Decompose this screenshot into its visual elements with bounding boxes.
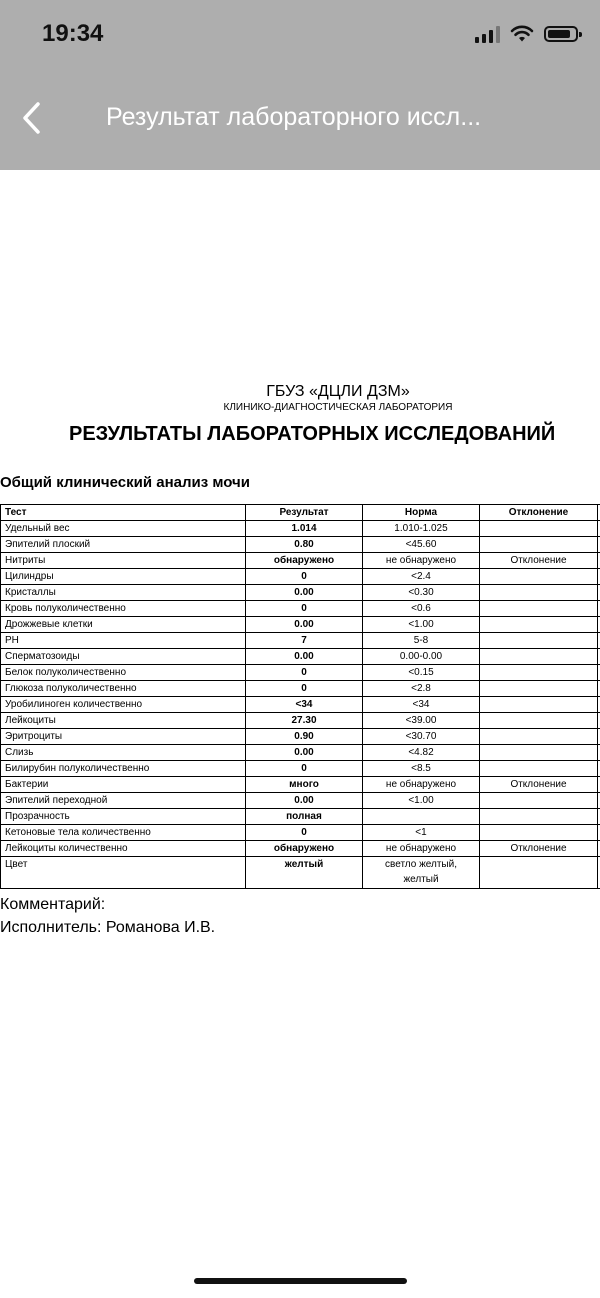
cell-test: Глюкоза полуколичественно: [1, 681, 246, 697]
cell-norm: <1.00: [363, 617, 480, 633]
cell-norm: <2.4: [363, 569, 480, 585]
table-row: [1, 745, 600, 761]
status-time: 19:34: [42, 20, 104, 47]
table-row: [1, 777, 600, 793]
cell-norm: <4.82: [363, 745, 480, 761]
header-test: Тест: [1, 505, 246, 521]
cell-deviation: Отклонение: [480, 777, 598, 793]
cell-result: 0.90: [246, 729, 363, 745]
cell-norm: <2.8: [363, 681, 480, 697]
cell-norm: <8.5: [363, 761, 480, 777]
cell-deviation: [480, 793, 598, 809]
section-title: Общий клинический анализ мочи: [0, 474, 250, 491]
home-indicator[interactable]: [194, 1278, 407, 1284]
wifi-icon: [510, 25, 534, 43]
table-row: [1, 617, 600, 633]
cell-deviation: [480, 761, 598, 777]
cell-result: 0: [246, 681, 363, 697]
cell-test: Билирубин полуколичественно: [1, 761, 246, 777]
cell-test: Бактерии: [1, 777, 246, 793]
table-row: [1, 697, 600, 713]
table-row: [1, 665, 600, 681]
cell-norm: не обнаружено: [363, 553, 480, 569]
cell-deviation: [480, 697, 598, 713]
table-row: [1, 521, 600, 537]
results-table: [0, 504, 600, 889]
cell-norm: не обнаружено: [363, 777, 480, 793]
header-deviation: Отклонение: [480, 505, 598, 521]
organization-name: ГБУЗ «ДЦЛИ ДЗМ»: [266, 383, 410, 400]
cell-deviation: Отклонение: [480, 553, 598, 569]
cell-norm: <34: [363, 697, 480, 713]
cell-deviation: [480, 569, 598, 585]
cell-test: Сперматозоиды: [1, 649, 246, 665]
cell-deviation: [480, 601, 598, 617]
cell-test: Цилиндры: [1, 569, 246, 585]
cell-test: Белок полуколичественно: [1, 665, 246, 681]
cell-deviation: [480, 649, 598, 665]
nav-title: Результат лабораторного иссл...: [106, 103, 482, 131]
cell-result: <34: [246, 697, 363, 713]
table-row: [1, 793, 600, 809]
cell-test: Уробилиноген количественно: [1, 697, 246, 713]
cell-result: обнаружено: [246, 553, 363, 569]
cell-norm: 0.00-0.00: [363, 649, 480, 665]
cell-result: 27.30: [246, 713, 363, 729]
cell-test: Прозрачность: [1, 809, 246, 825]
cell-test: Эпителий переходной: [1, 793, 246, 809]
cell-deviation: [480, 857, 598, 889]
cell-result: 0.00: [246, 585, 363, 601]
cell-result: полная: [246, 809, 363, 825]
cell-deviation: [480, 521, 598, 537]
cell-norm: <0.15: [363, 665, 480, 681]
battery-icon: [544, 26, 578, 42]
cell-test: Цвет: [1, 857, 246, 889]
cell-test: Эритроциты: [1, 729, 246, 745]
header-norm: Норма: [363, 505, 480, 521]
cell-norm: <1.00: [363, 793, 480, 809]
cell-norm: <1: [363, 825, 480, 841]
cell-test: Кетоновые тела количественно: [1, 825, 246, 841]
cell-deviation: [480, 745, 598, 761]
table-row: [1, 649, 600, 665]
laboratory-name: КЛИНИКО-ДИАГНОСТИЧЕСКАЯ ЛАБОРАТОРИЯ: [223, 402, 453, 413]
cell-result: 0.00: [246, 793, 363, 809]
cell-result: 0: [246, 601, 363, 617]
cell-deviation: [480, 681, 598, 697]
cell-deviation: [480, 713, 598, 729]
cell-result: 0.80: [246, 537, 363, 553]
executor-line: Исполнитель: Романова И.В.: [0, 919, 216, 936]
cell-deviation: [480, 825, 598, 841]
table-row: [1, 585, 600, 601]
cell-test: Удельный вес: [1, 521, 246, 537]
cell-result: 0: [246, 761, 363, 777]
cellular-signal-icon: [475, 25, 500, 43]
table-row: [1, 601, 600, 617]
cell-norm: 1.010-1.025: [363, 521, 480, 537]
cell-test: Слизь: [1, 745, 246, 761]
table-row: [1, 569, 600, 585]
cell-deviation: Отклонение: [480, 841, 598, 857]
cell-test: Лейкоциты количественно: [1, 841, 246, 857]
report-title: РЕЗУЛЬТАТЫ ЛАБОРАТОРНЫХ ИССЛЕДОВАНИЙ: [69, 423, 556, 445]
status-icons: [475, 25, 578, 43]
table-row: [1, 809, 600, 825]
cell-test: Лейкоциты: [1, 713, 246, 729]
cell-norm: 5-8: [363, 633, 480, 649]
cell-deviation: [480, 809, 598, 825]
cell-norm: <45.60: [363, 537, 480, 553]
table-row: [1, 633, 600, 649]
cell-norm: <30.70: [363, 729, 480, 745]
cell-result: 0: [246, 569, 363, 585]
table-row: [1, 537, 600, 553]
table-row: [1, 857, 600, 889]
cell-result: обнаружено: [246, 841, 363, 857]
cell-norm: светло желтый, желтый: [363, 857, 480, 889]
table-row: [1, 713, 600, 729]
cell-result: 0: [246, 825, 363, 841]
cell-result: 0: [246, 665, 363, 681]
cell-result: желтый: [246, 857, 363, 889]
cell-result: 7: [246, 633, 363, 649]
cell-deviation: [480, 665, 598, 681]
cell-norm: не обнаружено: [363, 841, 480, 857]
cell-deviation: [480, 537, 598, 553]
header-result: Результат: [246, 505, 363, 521]
table-header-row: [1, 505, 600, 521]
cell-result: 0.00: [246, 745, 363, 761]
cell-test: PH: [1, 633, 246, 649]
comment-label: Комментарий:: [0, 896, 106, 913]
cell-test: Дрожжевые клетки: [1, 617, 246, 633]
table-row: [1, 761, 600, 777]
document-view[interactable]: [0, 170, 600, 1270]
cell-result: 1.014: [246, 521, 363, 537]
table-row: [1, 729, 600, 745]
cell-deviation: [480, 617, 598, 633]
cell-test: Кристаллы: [1, 585, 246, 601]
table-row: [1, 681, 600, 697]
cell-test: Нитриты: [1, 553, 246, 569]
cell-deviation: [480, 633, 598, 649]
cell-norm: [363, 809, 480, 825]
table-row: [1, 553, 600, 569]
cell-deviation: [480, 729, 598, 745]
back-chevron-icon[interactable]: [18, 100, 48, 136]
cell-norm: <39.00: [363, 713, 480, 729]
cell-result: 0.00: [246, 649, 363, 665]
cell-norm: <0.6: [363, 601, 480, 617]
cell-result: много: [246, 777, 363, 793]
cell-test: Кровь полуколичественно: [1, 601, 246, 617]
top-bar: [0, 0, 600, 170]
cell-norm: <0.30: [363, 585, 480, 601]
cell-test: Эпителий плоский: [1, 537, 246, 553]
table-row: [1, 825, 600, 841]
table-row: [1, 841, 600, 857]
cell-result: 0.00: [246, 617, 363, 633]
cell-deviation: [480, 585, 598, 601]
